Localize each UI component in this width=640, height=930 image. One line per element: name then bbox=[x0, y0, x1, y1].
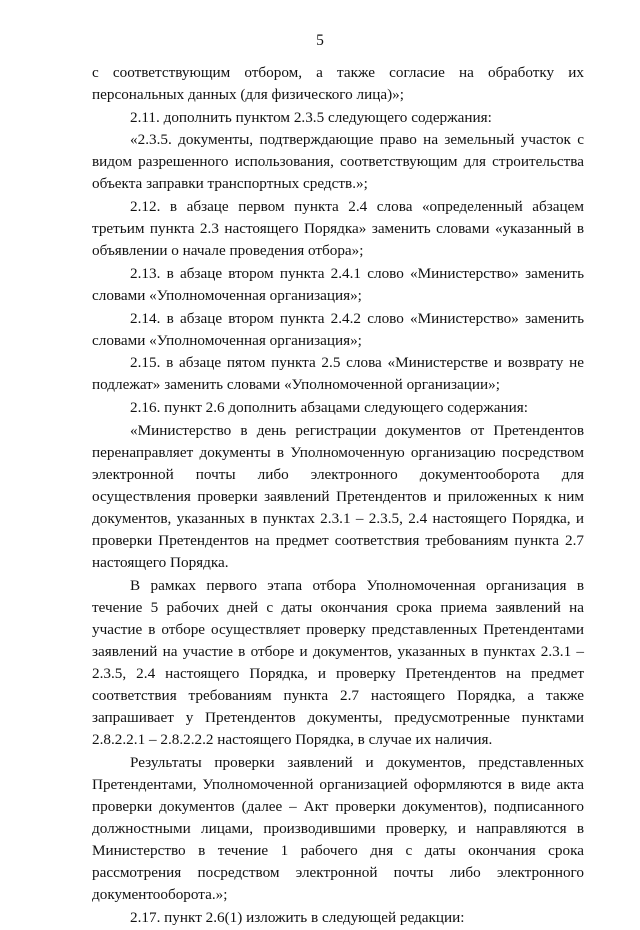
paragraph: 2.15. в абзаце пятом пункта 2.5 слова «Министерстве и возврату не подлежат» заменить словами «Уполномоченной организации»; bbox=[92, 354, 584, 394]
paragraph: с соответствующим отбором, а также согласие на обработку их персональных данных (для физического лица)»; bbox=[92, 64, 584, 104]
paragraph: 2.13. в абзаце втором пункта 2.4.1 слово «Министерство» заменить словами «Уполномоченная организация»; bbox=[92, 264, 584, 304]
paragraph: 2.12. в абзаце первом пункта 2.4 слова «определенный абзацем третьим пункта 2.3 настоящего Порядка» заменить словами «указанный в объявлении о начале проведения отбора»; bbox=[92, 198, 584, 260]
paragraph: 2.17. пункт 2.6(1) изложить в следующей редакции: bbox=[130, 909, 465, 927]
paragraph: 2.14. в абзаце втором пункта 2.4.2 слово «Министерство» заменить словами «Уполномоченная организация»; bbox=[92, 309, 584, 349]
paragraph: В рамках первого этапа отбора Уполномоченная организация в течение 5 рабочих дней с даты окончания срока приема заявлений на участие в отборе осуществляет проверку представленных Претендентами заявлений на участие в отборе и документов, указанных в пунктах 2.3.1 – 2.3.5, 2.4 настоящего Порядка, и проверку Претендентов на предмет соответствия требованиям пункта 2.7 настоящего Порядка, а также запрашивает у Претендентов документы, предусмотренные пунктами 2.8.2.2.1 – 2.8.2.2.2 настоящего Порядка, в случае их наличия. bbox=[92, 576, 584, 749]
paragraph: 2.11. дополнить пунктом 2.3.5 следующего содержания: bbox=[130, 108, 492, 126]
paragraph: «2.3.5. документы, подтверждающие право на земельный участок с видом разрешенного использования, соответствующим для строительства объекта заправки транспортных средств.»; bbox=[92, 131, 584, 193]
paragraph: «Министерство в день регистрации документов от Претендентов перенаправляет документы в Уполномоченную организацию посредством электронной почты либо электронного документооборота для осуществления проверки заявлений Претендентов и приложенных к ним документов, указанных в пунктах 2.3.1 – 2.3.5, 2.4 настоящего Порядка, и проверки Претендентов на предмет соответствия требованиям пункта 2.7 настоящего Порядка. bbox=[92, 421, 584, 572]
paragraph: 2.16. пункт 2.6 дополнить абзацами следующего содержания: bbox=[130, 398, 528, 416]
paragraph: Результаты проверки заявлений и документов, представленных Претендентами, Уполномоченной организацией оформляются в виде акта проверки документов (далее – Акт проверки документов), подписанного должностными лицами, производившими проверку, и направляются в Министерство в течение 1 рабочего дня с даты окончания срока рассмотрения посредством электронной почты либо электронного документооборота.»; bbox=[92, 753, 584, 904]
page-number: 5 bbox=[316, 32, 324, 49]
document-body bbox=[92, 62, 584, 930]
